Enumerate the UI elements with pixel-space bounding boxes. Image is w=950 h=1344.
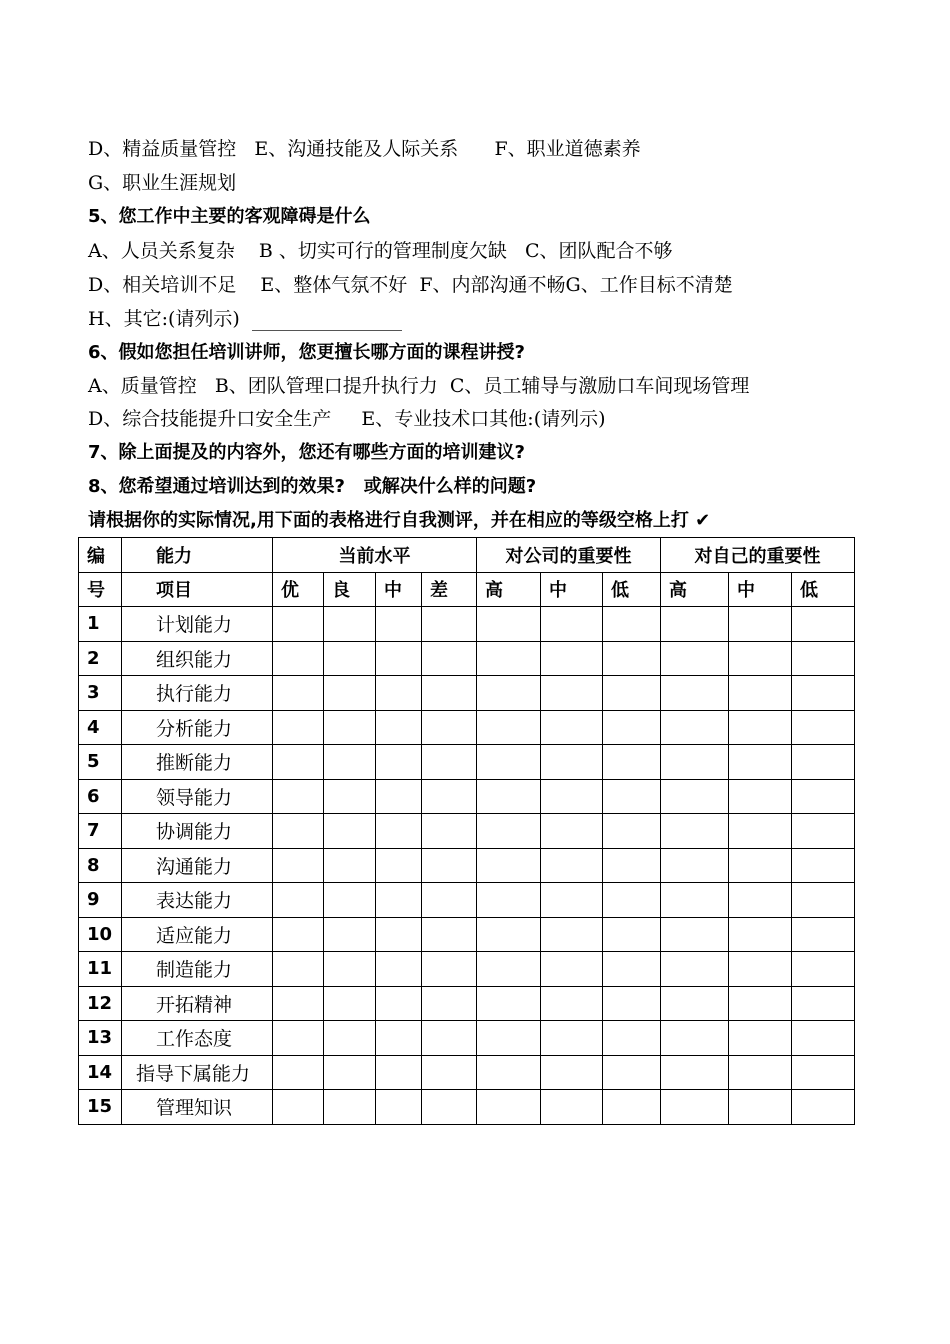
rating-cell[interactable] bbox=[541, 814, 603, 849]
rating-cell[interactable] bbox=[477, 676, 541, 711]
rating-cell[interactable] bbox=[661, 641, 729, 676]
ability-name: 制造能力 bbox=[122, 952, 273, 987]
rating-cell[interactable] bbox=[273, 710, 324, 745]
rating-cell[interactable] bbox=[324, 848, 376, 883]
rating-cell[interactable] bbox=[273, 779, 324, 814]
rating-cell[interactable] bbox=[273, 745, 324, 780]
rating-cell[interactable] bbox=[603, 1090, 661, 1125]
rating-cell[interactable] bbox=[541, 641, 603, 676]
rating-cell[interactable] bbox=[661, 883, 729, 918]
rating-cell[interactable] bbox=[541, 779, 603, 814]
table-row bbox=[79, 814, 855, 849]
rating-cell[interactable] bbox=[541, 952, 603, 987]
rating-cell[interactable] bbox=[422, 779, 477, 814]
rating-cell[interactable] bbox=[661, 952, 729, 987]
rating-cell[interactable] bbox=[792, 883, 855, 918]
header-number-bottom: 号 bbox=[79, 572, 122, 607]
text-line-option-g: G、职业生涯规划 bbox=[88, 172, 237, 194]
rating-cell[interactable] bbox=[422, 1090, 477, 1125]
rating-cell[interactable] bbox=[422, 607, 477, 642]
rating-cell[interactable] bbox=[376, 917, 422, 952]
rating-cell[interactable] bbox=[376, 883, 422, 918]
level-header: 中 bbox=[376, 572, 422, 607]
ability-name: 工作态度 bbox=[122, 1021, 273, 1056]
rating-cell[interactable] bbox=[273, 1055, 324, 1090]
rating-cell[interactable] bbox=[422, 1055, 477, 1090]
level-header: 高 bbox=[477, 572, 541, 607]
rating-cell[interactable] bbox=[477, 779, 541, 814]
rating-cell[interactable] bbox=[729, 676, 792, 711]
rating-cell[interactable] bbox=[273, 952, 324, 987]
rating-cell[interactable] bbox=[477, 1090, 541, 1125]
rating-cell[interactable] bbox=[324, 814, 376, 849]
rating-cell[interactable] bbox=[422, 814, 477, 849]
header-self-importance: 对自己的重要性 bbox=[661, 538, 855, 573]
rating-cell[interactable] bbox=[541, 710, 603, 745]
rating-cell[interactable] bbox=[729, 1021, 792, 1056]
rating-cell[interactable] bbox=[661, 848, 729, 883]
rating-cell[interactable] bbox=[324, 607, 376, 642]
rating-cell[interactable] bbox=[729, 745, 792, 780]
rating-cell[interactable] bbox=[541, 745, 603, 780]
rating-cell[interactable] bbox=[792, 676, 855, 711]
row-number: 7 bbox=[79, 814, 122, 849]
rating-cell[interactable] bbox=[603, 814, 661, 849]
rating-cell[interactable] bbox=[324, 883, 376, 918]
rating-cell[interactable] bbox=[729, 1090, 792, 1125]
rating-cell[interactable] bbox=[422, 1021, 477, 1056]
rating-cell[interactable] bbox=[661, 607, 729, 642]
ability-name: 管理知识 bbox=[122, 1090, 273, 1125]
rating-cell[interactable] bbox=[376, 814, 422, 849]
rating-cell[interactable] bbox=[792, 986, 855, 1021]
question-6: 6、假如您担任培训讲师，您更擅长哪方面的课程讲授? bbox=[88, 342, 525, 363]
rating-cell[interactable] bbox=[422, 917, 477, 952]
rating-cell[interactable] bbox=[477, 986, 541, 1021]
rating-cell[interactable] bbox=[477, 917, 541, 952]
level-header: 中 bbox=[541, 572, 603, 607]
ability-name: 沟通能力 bbox=[122, 848, 273, 883]
text-line-q6-options-a-c: A、质量管控 B、团队管理口提升执行力 C、员工辅导与激励口车间现场管理 bbox=[88, 375, 750, 397]
rating-cell[interactable] bbox=[324, 917, 376, 952]
row-number: 3 bbox=[79, 676, 122, 711]
row-number: 11 bbox=[79, 952, 122, 987]
rating-cell[interactable] bbox=[324, 779, 376, 814]
rating-cell[interactable] bbox=[477, 883, 541, 918]
table-row bbox=[79, 676, 855, 711]
rating-cell[interactable] bbox=[541, 917, 603, 952]
rating-cell[interactable] bbox=[792, 1055, 855, 1090]
rating-cell[interactable] bbox=[422, 986, 477, 1021]
rating-cell[interactable] bbox=[541, 676, 603, 711]
rating-cell[interactable] bbox=[541, 1021, 603, 1056]
rating-cell[interactable] bbox=[792, 745, 855, 780]
rating-cell[interactable] bbox=[422, 641, 477, 676]
rating-cell[interactable] bbox=[729, 779, 792, 814]
text-line-q5-options-a-c: A、人员关系复杂 B 、切实可行的管理制度欠缺 C、团队配合不够 bbox=[88, 240, 673, 262]
ability-name: 分析能力 bbox=[122, 710, 273, 745]
rating-cell[interactable] bbox=[324, 952, 376, 987]
rating-cell[interactable] bbox=[603, 1055, 661, 1090]
option-h-label: H、其它:(请列示) bbox=[88, 308, 252, 330]
ability-name: 执行能力 bbox=[122, 676, 273, 711]
rating-cell[interactable] bbox=[376, 1021, 422, 1056]
level-header: 低 bbox=[792, 572, 855, 607]
rating-cell[interactable] bbox=[603, 848, 661, 883]
rating-cell[interactable] bbox=[273, 814, 324, 849]
ability-name: 计划能力 bbox=[122, 607, 273, 642]
rating-cell[interactable] bbox=[324, 1055, 376, 1090]
level-header: 高 bbox=[661, 572, 729, 607]
rating-cell[interactable] bbox=[792, 710, 855, 745]
level-header: 差 bbox=[422, 572, 477, 607]
rating-cell[interactable] bbox=[273, 986, 324, 1021]
rating-cell[interactable] bbox=[792, 641, 855, 676]
rating-cell[interactable] bbox=[422, 710, 477, 745]
fill-in-blank[interactable] bbox=[252, 310, 402, 331]
ability-name: 领导能力 bbox=[122, 779, 273, 814]
rating-cell[interactable] bbox=[792, 779, 855, 814]
rating-cell[interactable] bbox=[661, 745, 729, 780]
rating-cell[interactable] bbox=[324, 986, 376, 1021]
text-line-options-d-f: D、精益质量管控 E、沟通技能及人际关系 F、职业道德素养 bbox=[88, 138, 641, 160]
rating-cell[interactable] bbox=[792, 607, 855, 642]
rating-cell[interactable] bbox=[324, 1090, 376, 1125]
rating-cell[interactable] bbox=[376, 779, 422, 814]
rating-cell[interactable] bbox=[729, 917, 792, 952]
rating-cell[interactable] bbox=[273, 917, 324, 952]
rating-cell[interactable] bbox=[603, 779, 661, 814]
rating-cell[interactable] bbox=[376, 607, 422, 642]
rating-cell[interactable] bbox=[324, 641, 376, 676]
rating-cell[interactable] bbox=[422, 952, 477, 987]
rating-cell[interactable] bbox=[729, 986, 792, 1021]
rating-cell[interactable] bbox=[729, 1055, 792, 1090]
rating-cell[interactable] bbox=[792, 952, 855, 987]
rating-cell[interactable] bbox=[603, 986, 661, 1021]
row-number: 2 bbox=[79, 641, 122, 676]
rating-cell[interactable] bbox=[477, 641, 541, 676]
header-item-bottom: 项目 bbox=[122, 572, 273, 607]
rating-cell[interactable] bbox=[376, 710, 422, 745]
rating-cell[interactable] bbox=[273, 848, 324, 883]
rating-cell[interactable] bbox=[661, 1021, 729, 1056]
rating-cell[interactable] bbox=[603, 710, 661, 745]
table-header-row-1 bbox=[79, 538, 855, 573]
header-ability-top: 能力 bbox=[122, 538, 273, 573]
rating-cell[interactable] bbox=[477, 745, 541, 780]
rating-cell[interactable] bbox=[273, 676, 324, 711]
row-number: 6 bbox=[79, 779, 122, 814]
rating-cell[interactable] bbox=[661, 779, 729, 814]
level-header: 良 bbox=[324, 572, 376, 607]
rating-cell[interactable] bbox=[273, 883, 324, 918]
ability-name: 协调能力 bbox=[122, 814, 273, 849]
rating-cell[interactable] bbox=[661, 917, 729, 952]
row-number: 10 bbox=[79, 917, 122, 952]
ability-name: 适应能力 bbox=[122, 917, 273, 952]
level-header: 优 bbox=[273, 572, 324, 607]
row-number: 9 bbox=[79, 883, 122, 918]
table-row bbox=[79, 1021, 855, 1056]
rating-cell[interactable] bbox=[477, 607, 541, 642]
table-instruction: 请根据你的实际情况,用下面的表格进行自我测评，并在相应的等级空格上打 ✔ bbox=[88, 510, 711, 531]
rating-cell[interactable] bbox=[792, 1021, 855, 1056]
rating-cell[interactable] bbox=[661, 1090, 729, 1125]
ability-name: 表达能力 bbox=[122, 883, 273, 918]
rating-cell[interactable] bbox=[376, 676, 422, 711]
table-row bbox=[79, 745, 855, 780]
rating-cell[interactable] bbox=[541, 1055, 603, 1090]
rating-cell[interactable] bbox=[792, 917, 855, 952]
rating-cell[interactable] bbox=[541, 1090, 603, 1125]
rating-cell[interactable] bbox=[792, 814, 855, 849]
rating-cell[interactable] bbox=[376, 1090, 422, 1125]
rating-cell[interactable] bbox=[603, 883, 661, 918]
rating-cell[interactable] bbox=[603, 641, 661, 676]
ability-name: 组织能力 bbox=[122, 641, 273, 676]
rating-cell[interactable] bbox=[422, 745, 477, 780]
table-row bbox=[79, 710, 855, 745]
rating-cell[interactable] bbox=[792, 848, 855, 883]
rating-cell[interactable] bbox=[477, 952, 541, 987]
ability-name: 推断能力 bbox=[122, 745, 273, 780]
row-number: 13 bbox=[79, 1021, 122, 1056]
rating-cell[interactable] bbox=[603, 745, 661, 780]
row-number: 8 bbox=[79, 848, 122, 883]
rating-cell[interactable] bbox=[603, 676, 661, 711]
rating-cell[interactable] bbox=[603, 952, 661, 987]
question-7: 7、除上面提及的内容外，您还有哪些方面的培训建议? bbox=[88, 442, 525, 463]
rating-cell[interactable] bbox=[541, 848, 603, 883]
rating-cell[interactable] bbox=[376, 745, 422, 780]
rating-cell[interactable] bbox=[661, 814, 729, 849]
table-row bbox=[79, 917, 855, 952]
level-header: 中 bbox=[729, 572, 792, 607]
rating-cell[interactable] bbox=[729, 607, 792, 642]
text-line-q5-option-h bbox=[88, 307, 402, 331]
table-row bbox=[79, 952, 855, 987]
rating-cell[interactable] bbox=[324, 745, 376, 780]
rating-cell[interactable] bbox=[376, 848, 422, 883]
table-row bbox=[79, 779, 855, 814]
rating-cell[interactable] bbox=[376, 641, 422, 676]
rating-cell[interactable] bbox=[376, 952, 422, 987]
rating-cell[interactable] bbox=[273, 641, 324, 676]
rating-cell[interactable] bbox=[603, 917, 661, 952]
rating-cell[interactable] bbox=[729, 710, 792, 745]
rating-cell[interactable] bbox=[729, 952, 792, 987]
row-number: 14 bbox=[79, 1055, 122, 1090]
rating-cell[interactable] bbox=[422, 676, 477, 711]
rating-cell[interactable] bbox=[541, 607, 603, 642]
table-row bbox=[79, 641, 855, 676]
rating-cell[interactable] bbox=[661, 676, 729, 711]
rating-cell[interactable] bbox=[376, 986, 422, 1021]
table-row bbox=[79, 1090, 855, 1125]
ability-name: 指导下属能力 bbox=[122, 1055, 273, 1090]
rating-cell[interactable] bbox=[477, 814, 541, 849]
rating-cell[interactable] bbox=[729, 814, 792, 849]
rating-cell[interactable] bbox=[273, 1021, 324, 1056]
rating-cell[interactable] bbox=[541, 986, 603, 1021]
rating-cell[interactable] bbox=[273, 607, 324, 642]
rating-cell[interactable] bbox=[729, 641, 792, 676]
rating-cell[interactable] bbox=[603, 1021, 661, 1056]
text-line-q5-options-d-g: D、相关培训不足 E、整体气氛不好 F、内部沟通不畅G、工作目标不清楚 bbox=[88, 274, 733, 296]
rating-cell[interactable] bbox=[422, 848, 477, 883]
rating-cell[interactable] bbox=[477, 848, 541, 883]
table-header-row-2 bbox=[79, 572, 855, 607]
table-row bbox=[79, 986, 855, 1021]
rating-cell[interactable] bbox=[324, 1021, 376, 1056]
rating-cell[interactable] bbox=[477, 1055, 541, 1090]
table-row bbox=[79, 848, 855, 883]
ability-name: 开拓精神 bbox=[122, 986, 273, 1021]
rating-cell[interactable] bbox=[477, 1021, 541, 1056]
rating-cell[interactable] bbox=[661, 986, 729, 1021]
rating-cell[interactable] bbox=[541, 883, 603, 918]
header-number-top: 编 bbox=[79, 538, 122, 573]
rating-cell[interactable] bbox=[729, 883, 792, 918]
table-row bbox=[79, 1055, 855, 1090]
rating-cell[interactable] bbox=[661, 1055, 729, 1090]
rating-cell[interactable] bbox=[273, 1090, 324, 1125]
text-line-q6-options-d-e: D、综合技能提升口安全生产 E、专业技术口其他:(请列示) bbox=[88, 408, 606, 430]
rating-cell[interactable] bbox=[477, 710, 541, 745]
rating-cell[interactable] bbox=[729, 848, 792, 883]
row-number: 12 bbox=[79, 986, 122, 1021]
row-number: 5 bbox=[79, 745, 122, 780]
rating-cell[interactable] bbox=[422, 883, 477, 918]
rating-cell[interactable] bbox=[376, 1055, 422, 1090]
rating-cell[interactable] bbox=[792, 1090, 855, 1125]
question-8: 8、您希望通过培训达到的效果? 或解决什么样的问题? bbox=[88, 476, 537, 497]
row-number: 15 bbox=[79, 1090, 122, 1125]
row-number: 4 bbox=[79, 710, 122, 745]
header-company-importance: 对公司的重要性 bbox=[477, 538, 661, 573]
question-5: 5、您工作中主要的客观障碍是什么 bbox=[88, 206, 371, 227]
rating-cell[interactable] bbox=[324, 676, 376, 711]
table-row bbox=[79, 883, 855, 918]
level-header: 低 bbox=[603, 572, 661, 607]
table-row bbox=[79, 607, 855, 642]
header-current-level: 当前水平 bbox=[273, 538, 477, 573]
rating-cell[interactable] bbox=[324, 710, 376, 745]
self-evaluation-table bbox=[78, 537, 855, 1125]
rating-cell[interactable] bbox=[603, 607, 661, 642]
row-number: 1 bbox=[79, 607, 122, 642]
rating-cell[interactable] bbox=[661, 710, 729, 745]
